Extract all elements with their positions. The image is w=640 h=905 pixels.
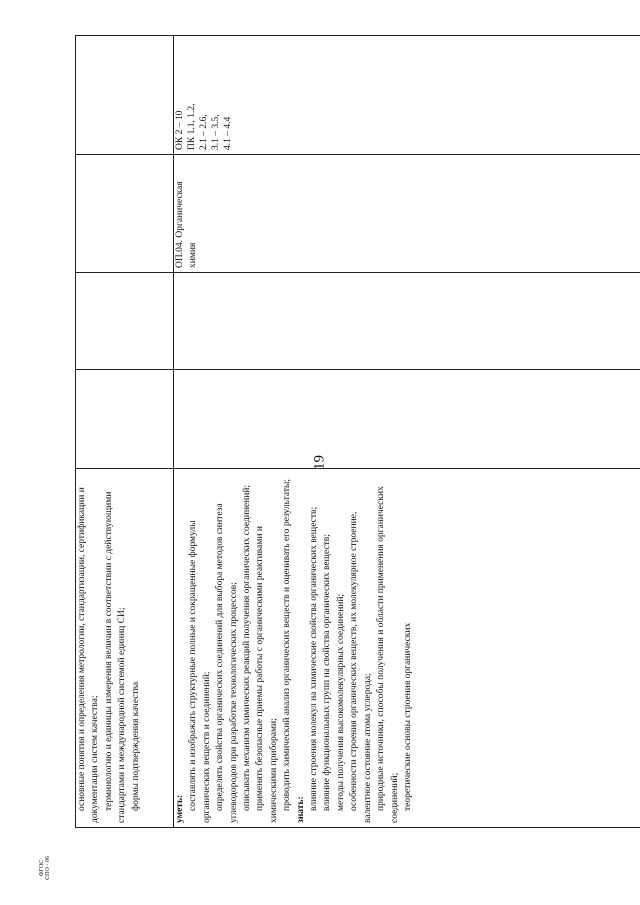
competency-code: 3.1 – 3.5,	[211, 114, 221, 150]
list-item: влияние строения молекул на химические свойства органических веществ;	[309, 506, 320, 811]
list-item: теоретические основы строения органических	[402, 622, 413, 811]
page-number: 19	[311, 455, 328, 470]
competency-code: 2.1 – 2.6,	[199, 114, 209, 150]
competency-code: 4.1 – 4.4	[223, 116, 233, 150]
empty-cell	[76, 155, 174, 273]
list-item: составлять и изображать структурные полные и сокращенные формулы органических веществ и соединений;	[188, 520, 212, 823]
list-item: формы подтверждения качества	[130, 681, 141, 811]
list-item: терминологию и единицы измерения величин в соответствии с действующими стандартами и международной системой единиц СИ;	[103, 491, 128, 823]
competency-code: ОК 2 – 10	[175, 110, 185, 150]
table-row	[174, 36, 640, 828]
competency-table	[75, 35, 640, 828]
table-container	[75, 36, 640, 828]
list-item: описывать механизм химических реакций получения органических соединений;	[242, 484, 253, 811]
discipline-name: ОП.04. Органическая химия	[175, 181, 199, 268]
table-row	[76, 36, 174, 828]
skills-cell	[174, 469, 640, 828]
empty-cell	[174, 370, 640, 469]
list-item: проводить химический анализ органических веществ и оценивать его результаты;	[282, 478, 293, 811]
empty-cell	[76, 36, 174, 155]
footer-text: ФГОС СПО - 06	[39, 856, 51, 880]
list-item: методы получения высокомолекулярных соединений;	[335, 593, 346, 811]
list-item: определять свойства органических соединений для выбора методов синтеза углеводородов при разработке технологических процессов;	[215, 503, 239, 823]
list-item: основные понятия и определения метрологии, стандартизации, сертификации и документации систем качества;	[77, 487, 101, 823]
empty-cell	[174, 273, 640, 370]
list-item: применять безопасные приемы работы с органическими реактивами и химическими приборами;	[255, 526, 279, 823]
knowledge-cell	[76, 469, 174, 828]
list-item: влияние функциональных групп на свойства органических веществ;	[322, 534, 333, 811]
empty-cell	[76, 370, 174, 469]
list-item: особенности строения органических веществ, их молекулярное строение, валентное состояние атома углерода;	[349, 511, 373, 823]
list-item: природные источники, способы получения и области применения органических соединений;	[376, 486, 400, 823]
umet-label: уметь:	[175, 794, 185, 823]
competency-code: ПК 1.1, 1.2,	[187, 103, 197, 150]
discipline-cell	[174, 155, 640, 273]
znat-label: знать:	[295, 796, 306, 823]
empty-cell	[76, 273, 174, 370]
competencies-cell	[174, 36, 640, 155]
